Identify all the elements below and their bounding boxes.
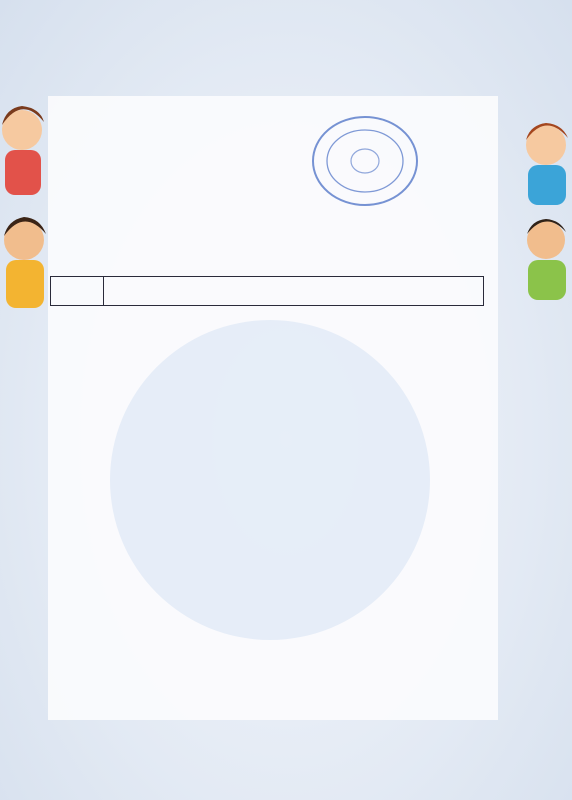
official-stamp <box>305 112 425 210</box>
schedule-table <box>50 276 484 306</box>
children-illustration-left <box>0 90 55 310</box>
watermark-circle <box>110 320 430 640</box>
children-illustration-bottom <box>0 715 572 800</box>
column-header-activity <box>104 277 484 306</box>
column-header-day <box>51 277 104 306</box>
children-illustration-right <box>512 110 572 300</box>
table-header-row <box>51 277 484 306</box>
